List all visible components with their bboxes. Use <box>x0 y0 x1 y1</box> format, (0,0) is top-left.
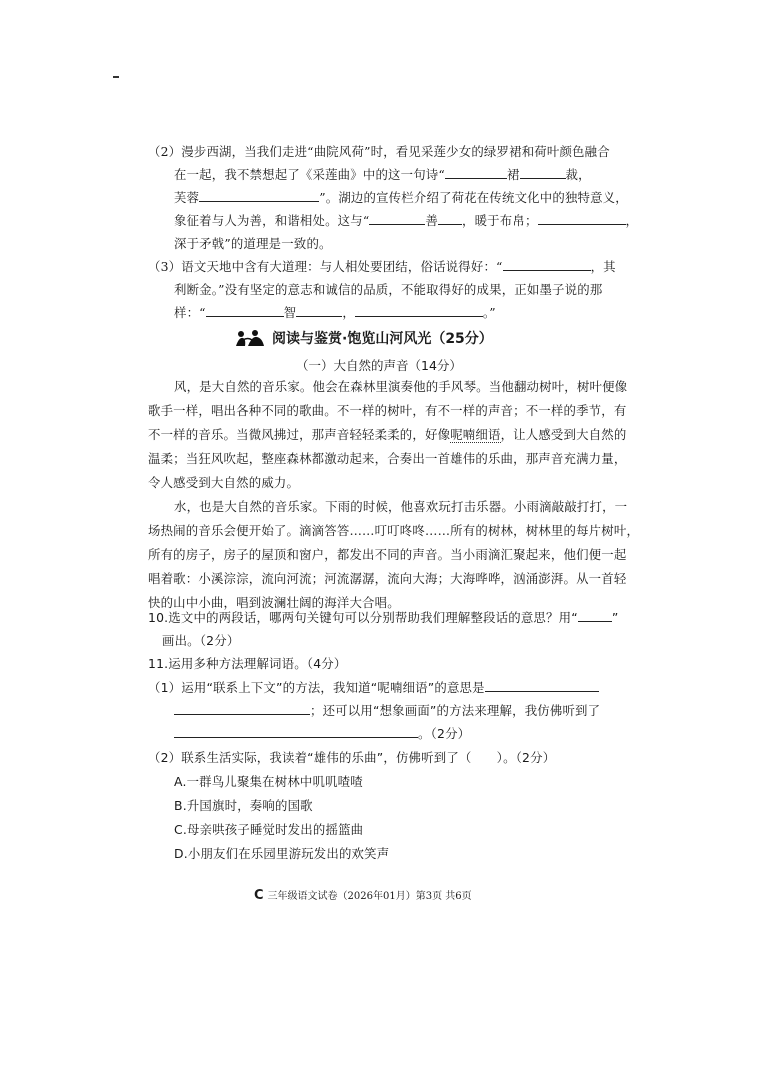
footer-logo: C <box>254 888 264 903</box>
answer-blank[interactable] <box>520 166 566 179</box>
reading-figures-icon <box>234 328 266 348</box>
passage-p2-line-5: 快的山中小曲，唱到波澜壮阔的海洋大合唱。 <box>148 595 400 610</box>
section-title: 阅读与鉴赏·饱览山河风光（25分） <box>234 328 493 348</box>
q11-title: 11.运用多种方法理解词语。（4分） <box>148 656 347 671</box>
q2-line-3: 芙蓉 ”。湖边的宣传栏介绍了荷花在传统文化中的独特意义， <box>174 190 628 205</box>
answer-blank[interactable] <box>445 166 507 179</box>
option-b[interactable]: B.升国旗时，奏响的国歌 <box>174 798 313 813</box>
answer-blank[interactable] <box>503 258 591 271</box>
answer-blank[interactable] <box>578 609 612 622</box>
passage-p1-line-2: 歌手一样，唱出各种不同的歌曲。不一样的树叶，有不一样的声音；不一样的季节，有 <box>148 403 627 418</box>
passage-p1-line-3: 不一样的音乐。当微风拂过，那声音轻轻柔柔的，好像呢喃细语，让人感受到大自然的 <box>148 427 627 442</box>
q10-line-2: 画出。（2分） <box>162 633 240 648</box>
emphasized-phrase: 呢喃细语 <box>450 427 501 442</box>
page-footer: C 三年级语文试卷（2026年01月）第3页 共6页 <box>254 888 472 903</box>
passage-p1-line-4: 温柔；当狂风吹起，整座森林都激动起来，合奏出一首雄伟的乐曲，那声音充满力量， <box>148 451 627 466</box>
passage-p1-line-5: 令人感受到大自然的威力。 <box>148 475 300 490</box>
q2-line-1: （2）漫步西湖，当我们走进“曲院风荷”时，看见采莲少女的绿罗裙和荷叶颜色融合 <box>148 144 610 159</box>
q3-line-3: 样：“ 智 ， 。” <box>174 305 496 320</box>
q11-s1-line-1: （1）运用“联系上下文”的方法，我知道“呢喃细语”的意思是 <box>148 679 599 697</box>
answer-blank[interactable] <box>355 304 483 317</box>
answer-blank[interactable] <box>485 679 599 692</box>
option-a[interactable]: A.一群鸟儿聚集在树林中叽叽喳喳 <box>174 774 363 789</box>
scan-mark <box>113 76 119 78</box>
option-d[interactable]: D.小朋友们在乐园里游玩发出的欢笑声 <box>174 846 390 861</box>
q2-line-4: 象征着与人为善，和谐相处。这与“ 善 ，暖于布帛； ， <box>174 213 639 228</box>
q11-s2-question: （2）联系生活实际，我读着“雄伟的乐曲”，仿佛听到了（ ）。（2分） <box>148 750 556 765</box>
q11-s1-line-3: 。（2分） <box>174 725 470 743</box>
option-c[interactable]: C.母亲哄孩子睡觉时发出的摇篮曲 <box>174 822 364 837</box>
answer-blank[interactable] <box>174 702 310 715</box>
answer-blank[interactable] <box>438 212 462 225</box>
passage-subtitle: （一）大自然的声音（14分） <box>296 358 462 373</box>
answer-blank[interactable] <box>199 189 319 202</box>
q3-line-1: （3）语文天地中含有大道理：与人相处要团结，俗话说得好：“ ，其 <box>148 259 616 274</box>
answer-blank[interactable] <box>174 725 418 738</box>
passage-p2-line-1: 水，也是大自然的音乐家。下雨的时候，他喜欢玩打击乐器。小雨滴敲敲打打，一 <box>174 499 628 514</box>
q2-line-5: 深于矛戟”的道理是一致的。 <box>174 236 332 251</box>
passage-p2-line-4: 唱着歌：小溪淙淙，流向河流；河流潺潺，流向大海；大海哗哗，汹涌澎湃。从一首轻 <box>148 571 627 586</box>
q11-s1-line-2: ；还可以用“想象画面”的方法来理解，我仿佛听到了 <box>174 702 600 720</box>
q10-line-1: 10.选文中的两段话，哪两句关键句可以分别帮助我们理解整段话的意思？用“ ” <box>148 610 619 625</box>
q3-line-2: 利断金。”没有坚定的意志和诚信的品质，不能取得好的成果，正如墨子说的那 <box>174 282 603 297</box>
passage-p1-line-1: 风，是大自然的音乐家。他会在森林里演奏他的手风琴。当他翻动树叶，树叶便像 <box>174 379 628 394</box>
q2-line-2: 在一起，我不禁想起了《采莲曲》中的这一句诗“ 裙 裁， <box>174 167 591 182</box>
answer-blank[interactable] <box>206 304 284 317</box>
answer-blank[interactable] <box>296 304 342 317</box>
answer-blank[interactable] <box>369 212 425 225</box>
answer-blank[interactable] <box>538 212 626 225</box>
passage-p2-line-3: 所有的房子，房子的屋顶和窗户，都发出不同的声音。当小雨滴汇聚起来，他们便一起 <box>148 547 627 562</box>
passage-p2-line-2: 场热闹的音乐会便开始了。滴滴答答……叮叮咚咚……所有的树林，树林里的每片树叶， <box>148 523 640 538</box>
